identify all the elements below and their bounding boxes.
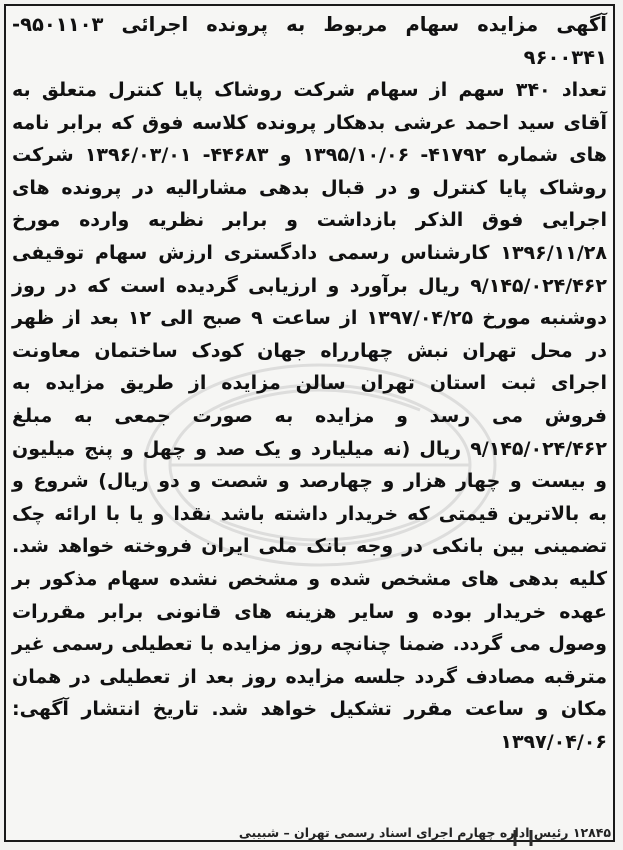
- notice-body: تعداد ۳۴۰ سهم از سهام شرکت روشاک پایا کنترل متعلق به آقای سید احمد عرشی بدهکار پرونده کلاسه فوق که برابر نامه های شماره ۴۱۷۹۲- ۱۳۹۵/۱۰/۰۶ و ۴۴۶۸۳- ۱۳۹۶/۰۳/۰۱ شرکت روشاک پایا کنترل و در قبال بدهی مشارالیه در پرونده های اجرایی فوق الذکر بازداشت و برابر نظریه وارده مورخ ۱۳۹۶/۱۱/۲۸ کارشناس رسمی دادگستری ارزش سهام توقیفی ۹/۱۴۵/۰۲۴/۴۶۲ ریال برآورد و ارزیابی گردیده است که در روز دوشنبه مورخ ۱۳۹۷/۰۴/۲۵ از ساعت ۹ صبح الی ۱۲ بعد از ظهر در محل تهران نبش چهارراه جهان کودک ساختمان معاونت اجرای ثبت استان تهران سالن مزایده از طریق مزایده به فروش می رسد و مزایده به صورت جمعی به مبلغ ۹/۱۴۵/۰۲۴/۴۶۲ ریال (نه میلیارد و یک صد و چهل و پنج میلیون و بیست و چهار هزار و چهارصد و شصت و دو ریال) شروع و به بالاترین قیمتی که خریدار داشته باشد نقدا و یا با ارائه چک تضمینی بین بانکی در وجه بانک ملی ایران فروخته خواهد شد. کلیه بدهی های مشخص شده و مشخص نشده سهام مذکور بر عهده خریدار بوده و سایر هزینه های قانونی برابر مقررات وصول می گردد. ضمنا چنانچه روز مزایده با تعطیلی رسمی غیر مترقبه مصادف گردد جلسه مزایده روز بعد از تعطیلی در همان مکان و ساعت مقرر تشکیل خواهد شد. تاریخ انتشار آگهی: ۱۳۹۷/۰۴/۰۶: [12, 79, 607, 753]
- auction-notice: [12, 8, 607, 758]
- notice-signature: ۱۲۸۴۵ رئیس اداره چهارم اجرای اسناد رسمی تهران – شبیبی: [238, 825, 611, 840]
- notice-title: آگهی مزایده سهام مربوط به پرونده اجرائی ۹۵۰۱۱۰۳- ۹۶۰۰۳۴۱: [12, 13, 607, 69]
